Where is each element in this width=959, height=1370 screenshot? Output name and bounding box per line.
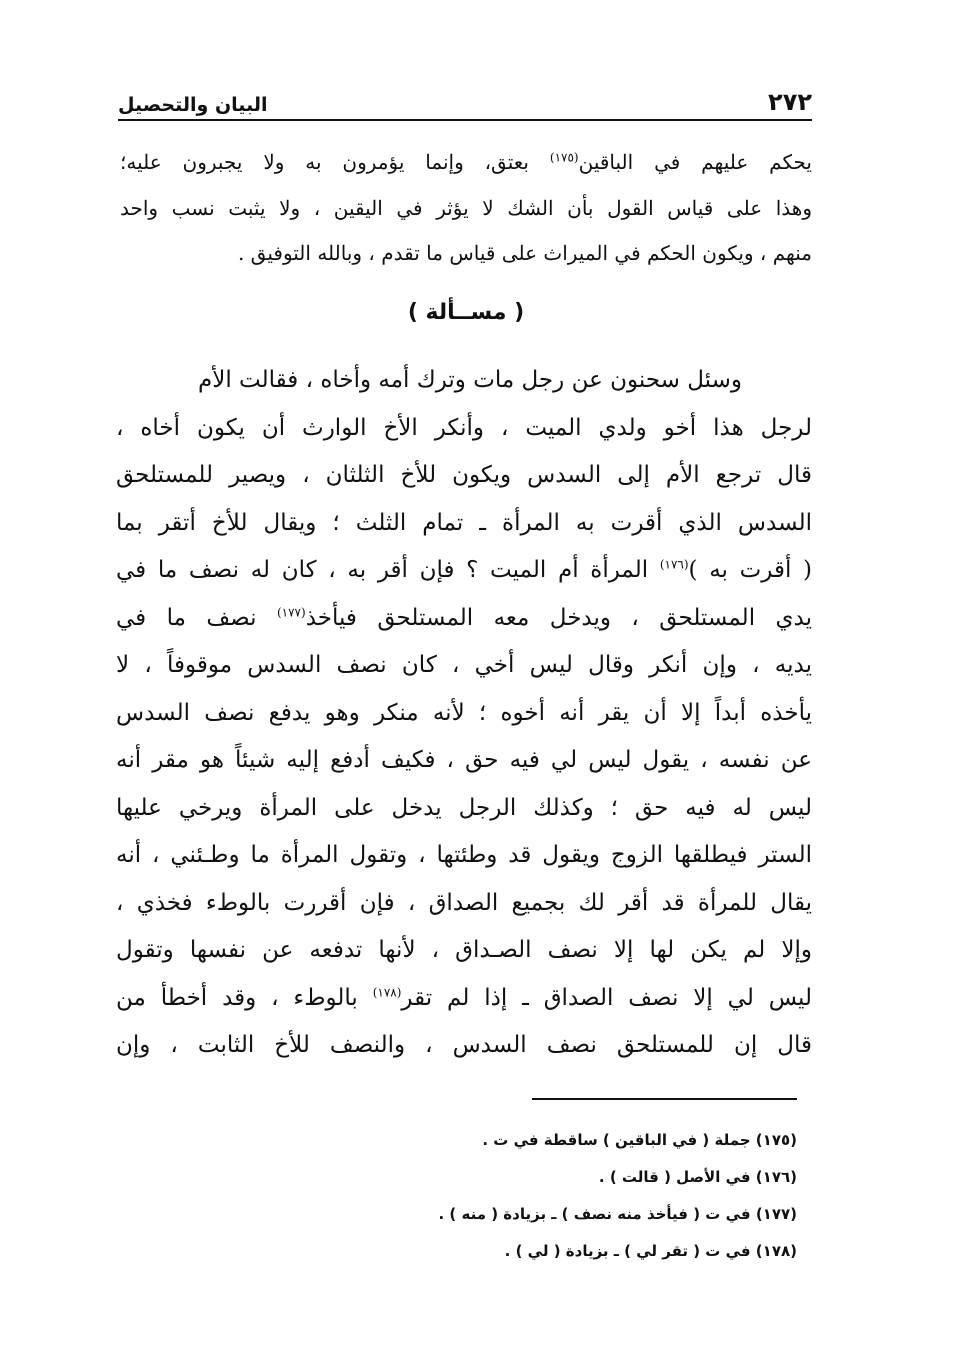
body-paragraph (116, 357, 812, 1070)
text-line: الستر فيطلقها الزوج ويقول قد وطئتها ، وتقول المرأة ما وطـئني ، أنه (116, 842, 812, 868)
footnote-175: (١٧٥) جملة ( في الباقين ) ساقطة في ت . (482, 1131, 797, 1149)
section-heading: ( مســألة ) (407, 300, 525, 325)
intro-paragraph (120, 140, 812, 277)
page-header (118, 78, 812, 116)
text-line: وسئل سحنون عن رجل مات وترك أمه وأخاه ، فقالت الأم (197, 367, 742, 393)
footnote-176: (١٧٦) في الأصل ( قالت ) . (598, 1168, 797, 1186)
footnote-marker: (١٧٦) (659, 557, 689, 572)
text-line: عن نفسه ، يقول ليس لي فيه حق ، فكيف أدفع إليه شيئاً هو مقر أنه (116, 747, 812, 773)
text-line: وهذا على قياس القول بأن الشك لا يؤثر في اليقين ، ولا يثبت نسب واحد (120, 195, 812, 220)
text-line: وإلا لم يكن لها إلا نصف الصـداق ، لأنها تدفعه عن نفسها وتقول (116, 937, 812, 963)
text-line: ليس له فيه حق ؛ وكذلك الرجل يدخل على المرأة ويرخي عليها (116, 794, 812, 821)
text-line: لرجل هذا أخو ولدي الميت ، وأنكر الأخ الوارث أن يكون أخاه ، (116, 414, 812, 441)
text-line: يديه ، وإن أنكر وقال ليس أخي ، كان نصف السدس موقوفاً ، لا (116, 652, 812, 678)
text-line: يأخذه أبداً إلا أن يقر أنه أخوه ؛ لأنه منكر وهو يدفع نصف السدس (116, 699, 812, 726)
text-line: ( أقرت به )$^{(١٧٦)}$ المرأة أم الميت ؟ فإن أقر به ، كان له نصف ما في (116, 557, 812, 583)
text-line: ليس لي إلا نصف الصداق ـ إذا لم تقر$^{(١٧٨)}$ بالوطء ، وقد أخطأ من (116, 984, 812, 1011)
footnote-marker: (١٧٥) (549, 150, 579, 165)
footnote-177: (١٧٧) في ت ( فيأخذ منه نصف ) ـ بزيادة ( منه ) . (438, 1205, 797, 1223)
text-line: يدي المستلحق ، ويدخل معه المستلحق فيأخذ$^{(١٧٧)}$ نصف ما في (116, 604, 812, 631)
footnote-marker: (١٧٨) (372, 984, 402, 999)
page-number: ٢٧٢ (768, 88, 812, 116)
text-line: قال إن للمستلحق نصف السدس ، والنصف للأخ الثابت ، وإن (116, 1032, 812, 1058)
text-line: قال ترجع الأم إلى السدس ويكون للأخ الثلثان ، ويصير للمستلحق (116, 462, 812, 488)
footnote-marker: (١٧٧) (276, 604, 306, 619)
footnote-divider (532, 1098, 797, 1100)
text-line: منهم ، ويكون الحكم في الميراث على قياس ما تقدم ، وبالله التوفيق . (237, 241, 812, 265)
footnote-178: (١٧٨) في ت ( تقر لي ) ـ بزيادة ( لي ) . (504, 1242, 797, 1260)
text-line: يحكم عليهم في الباقين$^{(١٧٥)}$ بعتق، وإنما يؤمرون به ولا يجبرون عليه؛ (120, 150, 812, 174)
text-line: السدس الذي أقرت به المرأة ـ تمام الثلث ؛ ويقال للأخ أتقر بما (116, 509, 812, 536)
text-line: يقال للمرأة قد أقر لك بجميع الصداق ، فإن أقررت بالوطء فخذي ، (116, 889, 812, 916)
running-title: البيان والتحصيل (118, 94, 268, 116)
header-divider (118, 119, 812, 121)
footnotes (300, 1122, 797, 1270)
